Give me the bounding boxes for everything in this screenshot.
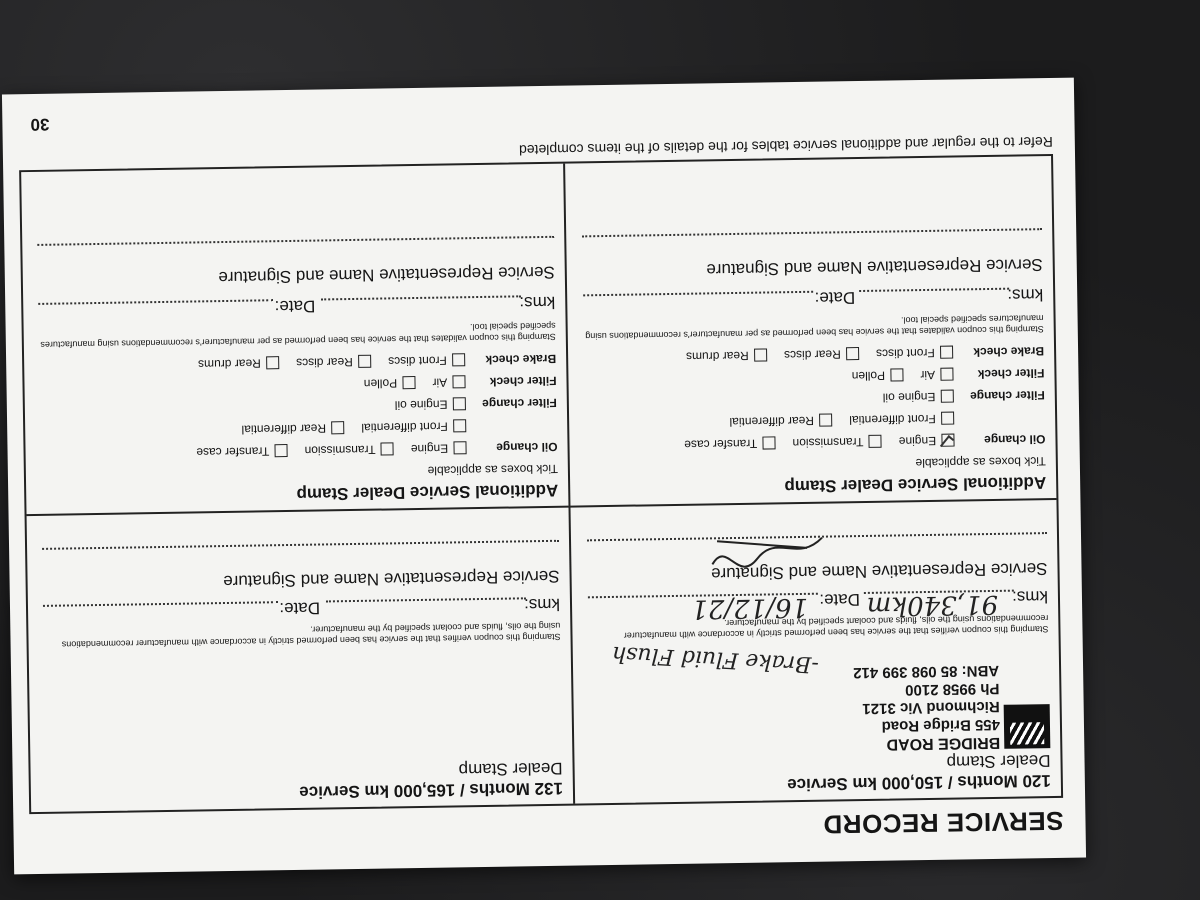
rep-label: Service Representative Name and Signature [711,559,1048,584]
oil-change-row: Oil change Engine Transmission Transfer case [684,432,1046,452]
date-label: Date: [279,598,321,619]
additional-date-line [38,299,273,305]
additional-kms-label: kms: [519,292,556,313]
differential-row: Front differential Rear differential [715,410,1045,430]
signature [707,528,828,570]
rear-drums-checkbox[interactable] [266,356,279,369]
transmission-checkbox[interactable] [868,434,881,447]
front-differential-checkbox[interactable] [941,411,954,424]
dealer-name: BRIDGE ROAD [886,733,1001,753]
dealer-phone: Ph 9958 2100 [905,679,1000,699]
service-notice: Stamping this coupon verifies that the service has been performed strictly in accordance with manufacturer recommendations using the oils, fluids and coolant specified by the manufacturer. [623,613,1049,641]
additional-date-label: Date: [814,288,856,308]
date-label: Date: [819,590,861,610]
air-checkbox[interactable] [452,375,465,388]
section-divider [570,498,1056,508]
additional-rep-label: Service Representative Name and Signature [706,255,1043,280]
rear-discs-checkbox[interactable] [846,347,859,360]
filter-check-row: Filter check Air Pollen [363,373,557,391]
column-header: 120 Months / 150,000 km Service [787,771,1051,795]
engine-checkbox[interactable] [941,433,954,446]
kms-handwritten: 91,340km [866,588,999,621]
additional-title: Additional Service Dealer Stamp [296,480,559,504]
service-notice: Stamping this coupon verifies that the service has been performed strictly in accordance with manufacturer recommendations using the oils, fluids and coolant specified by the manufacturer. [61,620,561,650]
filter-change-row: Filter change Engine oil [394,395,557,413]
kms-label: kms: [1011,587,1049,607]
handwritten-note: -Brake Fluid Flush [611,640,820,677]
rear-differential-checkbox[interactable] [819,413,832,426]
dealer-abn: ABN: 85 098 399 412 [853,661,1000,682]
rear-differential-checkbox[interactable] [331,421,344,434]
date-line [43,601,278,607]
logo-stripes [1010,722,1044,745]
date-handwritten: 16/12/21 [691,591,809,624]
brake-check-row: Brake check Front discs Rear discs Rear drums [198,351,557,372]
front-discs-checkbox[interactable] [940,345,953,358]
engine-oil-checkbox[interactable] [452,397,465,410]
tick-note: Tick boxes as applicable [427,461,558,478]
oil-change-row: Oil change Engine Transmission Transfer case [196,439,558,460]
additional-rep-line [37,236,554,246]
additional-date-label: Date: [274,296,316,317]
engine-checkbox[interactable] [453,441,466,454]
brake-check-row: Brake check Front discs Rear discs Rear drums [685,344,1045,364]
page-title: SERVICE RECORD [822,805,1064,840]
transfer-case-checkbox[interactable] [762,436,775,449]
service-record-table [19,154,1063,814]
dealer-street: 455 Bridge Road [881,715,1001,735]
dealer-stamp-label: Dealer Stamp [458,758,563,780]
filter-check-row: Filter check Air Pollen [851,366,1045,384]
section-divider [27,506,569,517]
rep-label: Service Representative Name and Signature [223,566,560,592]
kms-line [326,597,526,602]
kms-label: kms: [523,594,561,615]
service-column-132-months [21,164,573,812]
front-discs-checkbox[interactable] [452,353,465,366]
additional-kms-line [321,295,521,300]
additional-date-line [583,291,813,297]
dealer-stamp [853,661,1000,753]
pollen-checkbox[interactable] [890,368,903,381]
rear-drums-checkbox[interactable] [754,348,767,361]
page-number: 30 [30,114,50,135]
additional-kms-line [859,288,1009,292]
transmission-checkbox[interactable] [380,442,393,455]
tick-note: Tick boxes as applicable [915,454,1046,471]
front-differential-checkbox[interactable] [453,419,466,432]
additional-title: Additional Service Dealer Stamp [784,473,1047,497]
rep-line [42,540,559,550]
pollen-checkbox[interactable] [402,376,415,389]
dealer-stamp-label: Dealer Stamp [946,751,1051,772]
additional-notice: Stamping this coupon validates that the service has been performed as per manufacturer's recommendations using manufactures specified special tool. [585,313,1044,342]
additional-rep-label: Service Representative Name and Signature [218,262,555,288]
service-book-page [2,78,1086,875]
rear-discs-checkbox[interactable] [358,354,371,367]
service-column-120-months [563,156,1061,804]
additional-notice: Stamping this coupon validates that the service has been performed as per manufacturer's recommendations using manufactures specified special tool. [40,320,556,350]
transfer-case-checkbox[interactable] [274,444,287,457]
additional-kms-label: kms: [1007,285,1044,305]
dealer-suburb: Richmond Vic 3121 [862,697,1000,718]
additional-rep-line [582,228,1042,237]
filter-change-row: Filter change Engine oil [882,388,1045,405]
upside-down-content [2,78,1086,875]
column-header: 132 Months / 165,000 km Service [299,778,564,802]
page-footer-note: Refer to the regular and additional service tables for the details of the items completed [518,133,1053,159]
air-checkbox[interactable] [940,367,953,380]
engine-oil-checkbox[interactable] [940,389,953,402]
differential-row: Front differential Rear differential [227,417,557,437]
ultra-tune-logo [1004,704,1051,749]
